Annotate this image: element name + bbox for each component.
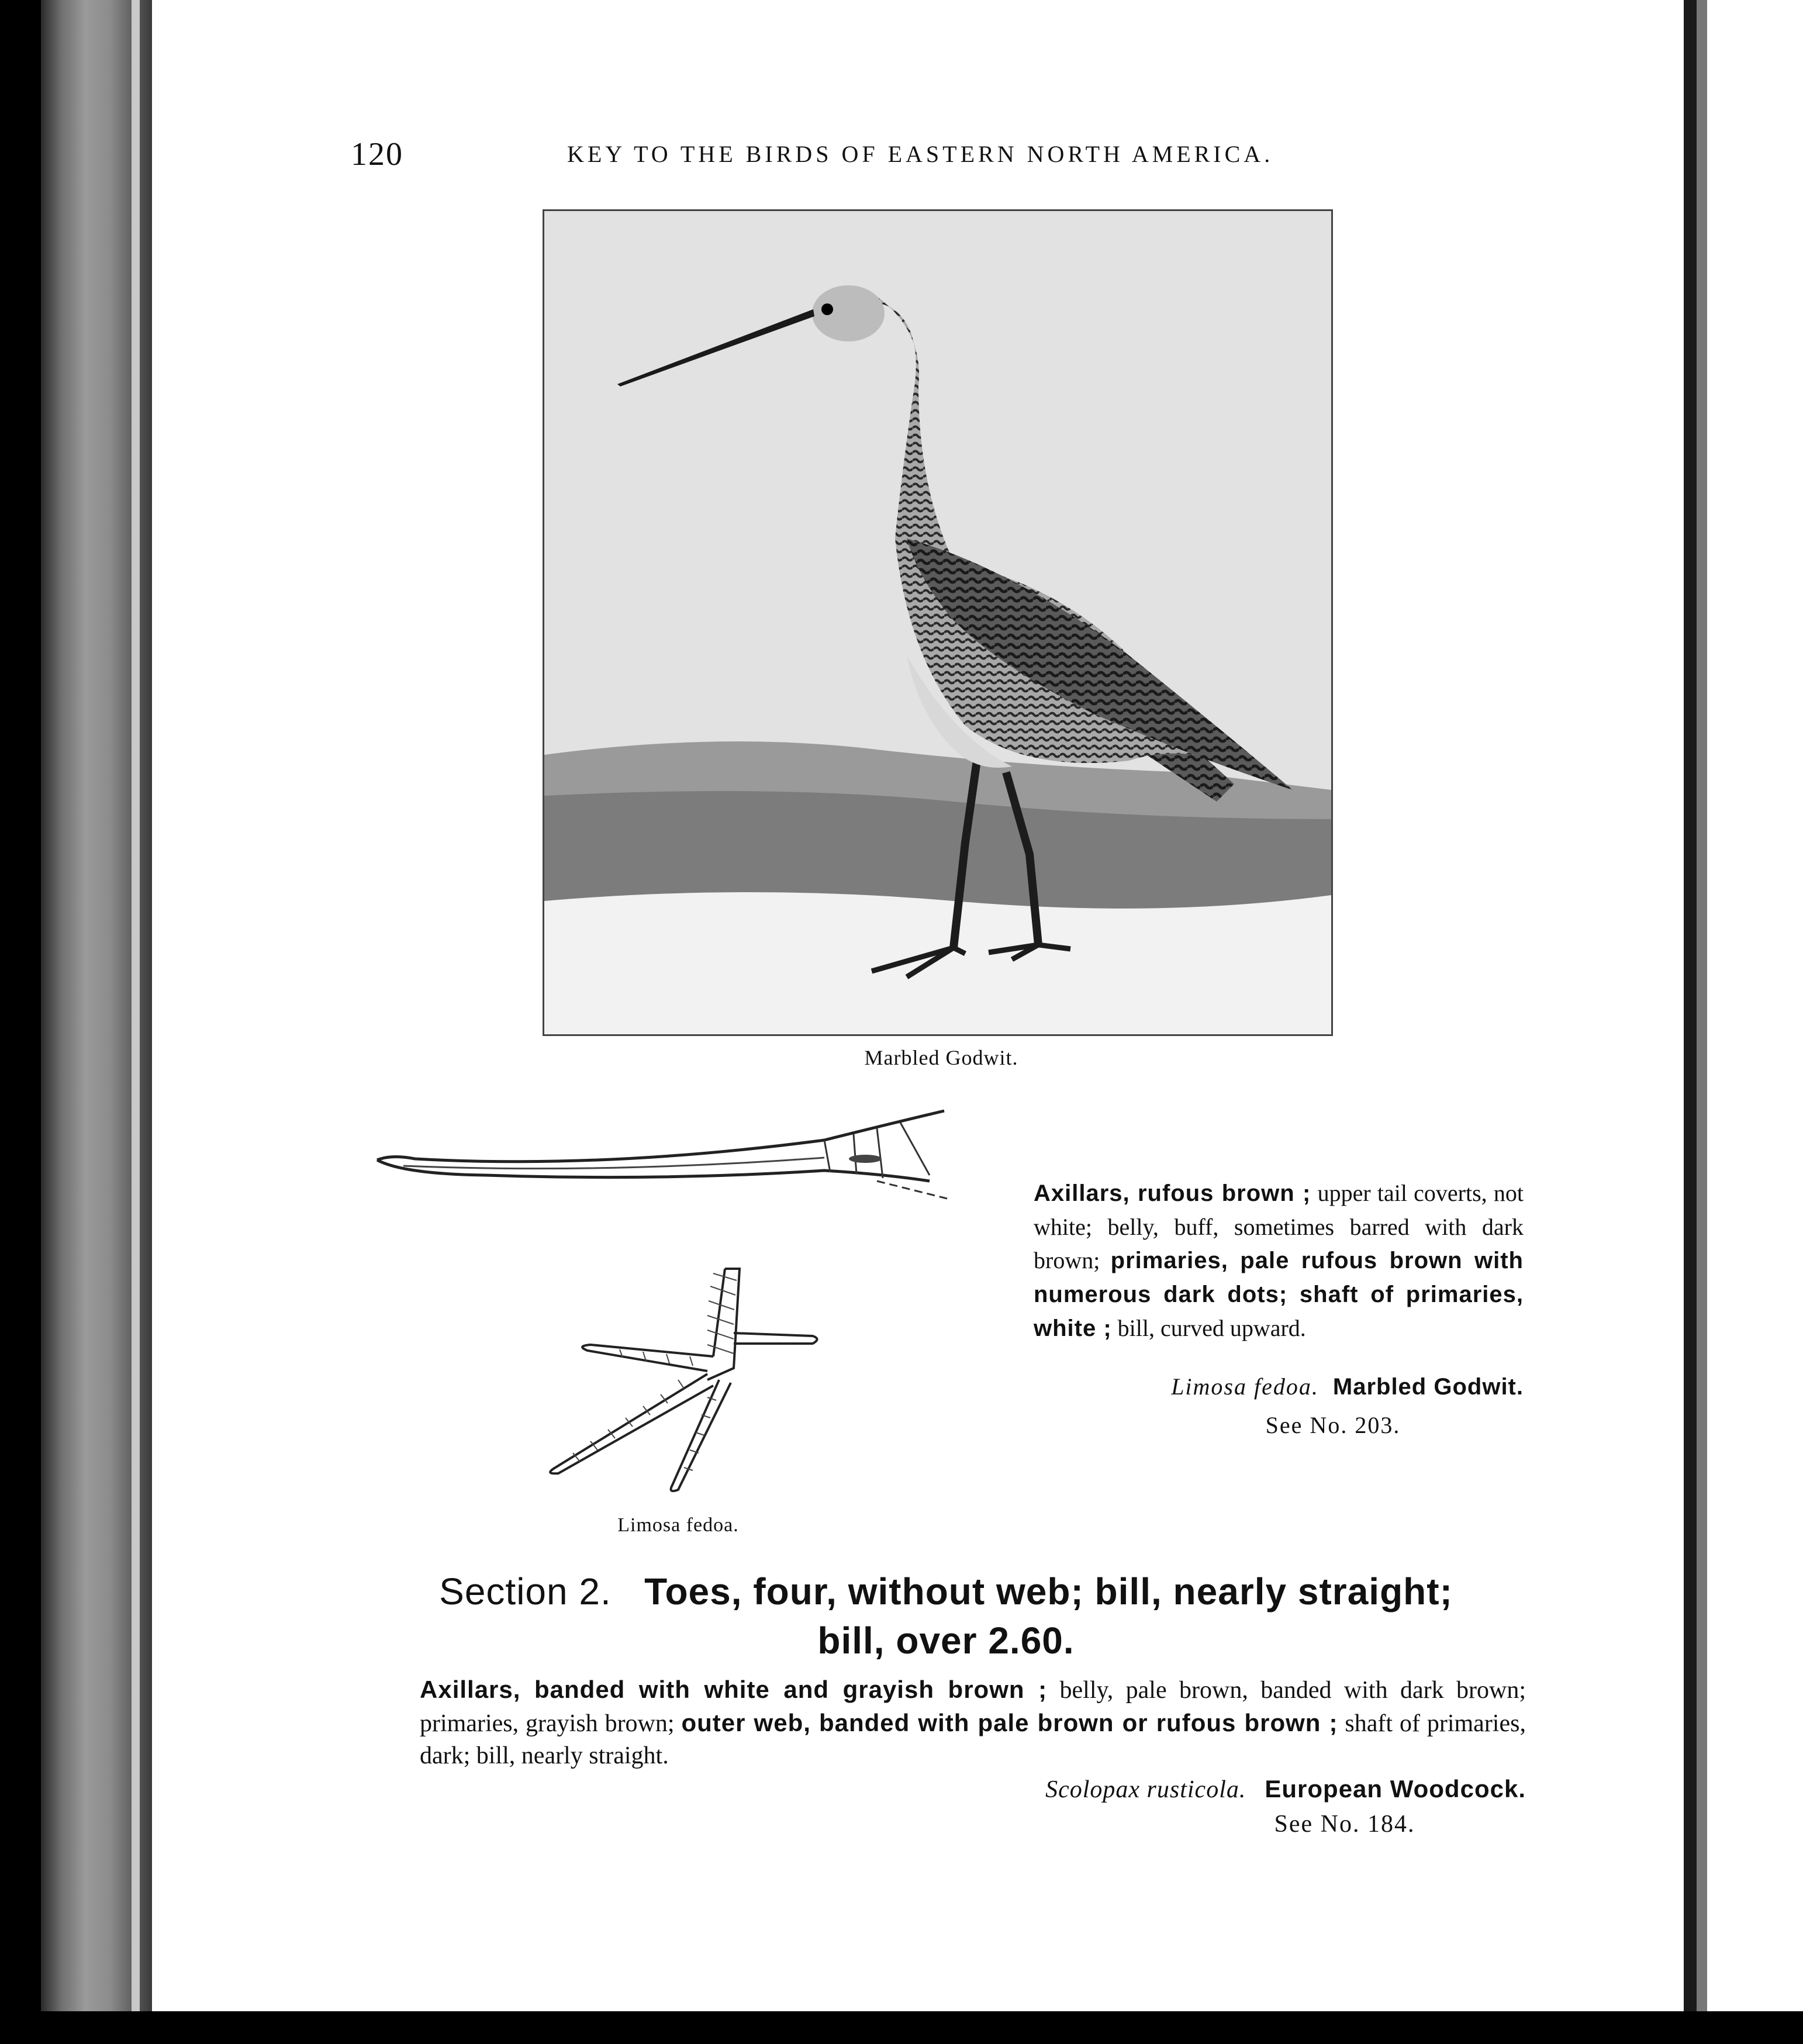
godwit-bill-drawing-icon bbox=[368, 1105, 953, 1251]
key-entry-text bbox=[980, 1176, 1524, 1345]
scan-edge-bottom bbox=[0, 2011, 1803, 2044]
key-entry-marbled-godwit bbox=[980, 1176, 1524, 1345]
scientific-name: Limosa fedoa. bbox=[1171, 1373, 1319, 1400]
scan-edge-right-shadow bbox=[1697, 0, 1707, 2044]
key-text-bill: bill, curved upward. bbox=[1111, 1315, 1306, 1341]
page-number: 120 bbox=[351, 136, 403, 172]
section-heading-line-1 bbox=[367, 1567, 1525, 1616]
species-line-marbled-godwit bbox=[1111, 1373, 1524, 1400]
see-reference: See No. 203. bbox=[1265, 1412, 1401, 1438]
section-heading bbox=[367, 1567, 1525, 1665]
key-entry-european-woodcock bbox=[366, 1673, 1526, 1772]
key-bold-axillars: Axillars, rufous brown ; bbox=[1034, 1180, 1311, 1206]
running-head: KEY TO THE BIRDS OF EASTERN NORTH AMERICA. bbox=[567, 141, 1274, 167]
scan-edge-right bbox=[1684, 0, 1697, 2044]
section-label: Section 2. bbox=[439, 1570, 612, 1613]
scientific-name: Scolopax rusticola. bbox=[1045, 1776, 1246, 1803]
key-bold-axillars: Axillars, banded with white and grayish brown ; bbox=[420, 1676, 1048, 1703]
key-bold-outer-web: outer web, banded with pale brown or rufous brown ; bbox=[681, 1709, 1338, 1736]
key-text-shaft: shaft of primaries, dark; bill, nearly straight. bbox=[420, 1710, 1526, 1769]
species-line-european-woodcock bbox=[935, 1775, 1526, 1804]
godwit-foot-drawing-icon bbox=[532, 1263, 836, 1497]
section-title-line-2: bill, over 2.60. bbox=[817, 1620, 1075, 1662]
key-text-belly: belly, pale brown, banded with dark brown; primaries, grayish brown; bbox=[420, 1677, 1526, 1737]
section-title-line-1: Toes, four, without web; bill, nearly straight; bbox=[644, 1570, 1453, 1613]
scan-edge-left bbox=[0, 0, 41, 2044]
plate-caption: Marbled Godwit. bbox=[864, 1046, 1018, 1069]
common-name: Marbled Godwit. bbox=[1332, 1374, 1524, 1400]
see-reference: See No. 184. bbox=[1274, 1811, 1415, 1838]
key-entry-text bbox=[366, 1673, 1526, 1772]
key-text-coverts: upper tail coverts, not white; belly, buff, sometimes barred with dark brown; bbox=[1034, 1180, 1524, 1273]
key-bold-primaries: primaries, pale rufous brown with numerous dark dots; shaft of primaries, white ; bbox=[1034, 1248, 1524, 1341]
marbled-godwit-illustration-icon bbox=[544, 211, 1331, 1034]
binding-edge bbox=[132, 0, 140, 2044]
bird-plate bbox=[543, 209, 1333, 1036]
drawing-caption: Limosa fedoa. bbox=[617, 1514, 739, 1536]
common-name: European Woodcock. bbox=[1265, 1775, 1526, 1803]
